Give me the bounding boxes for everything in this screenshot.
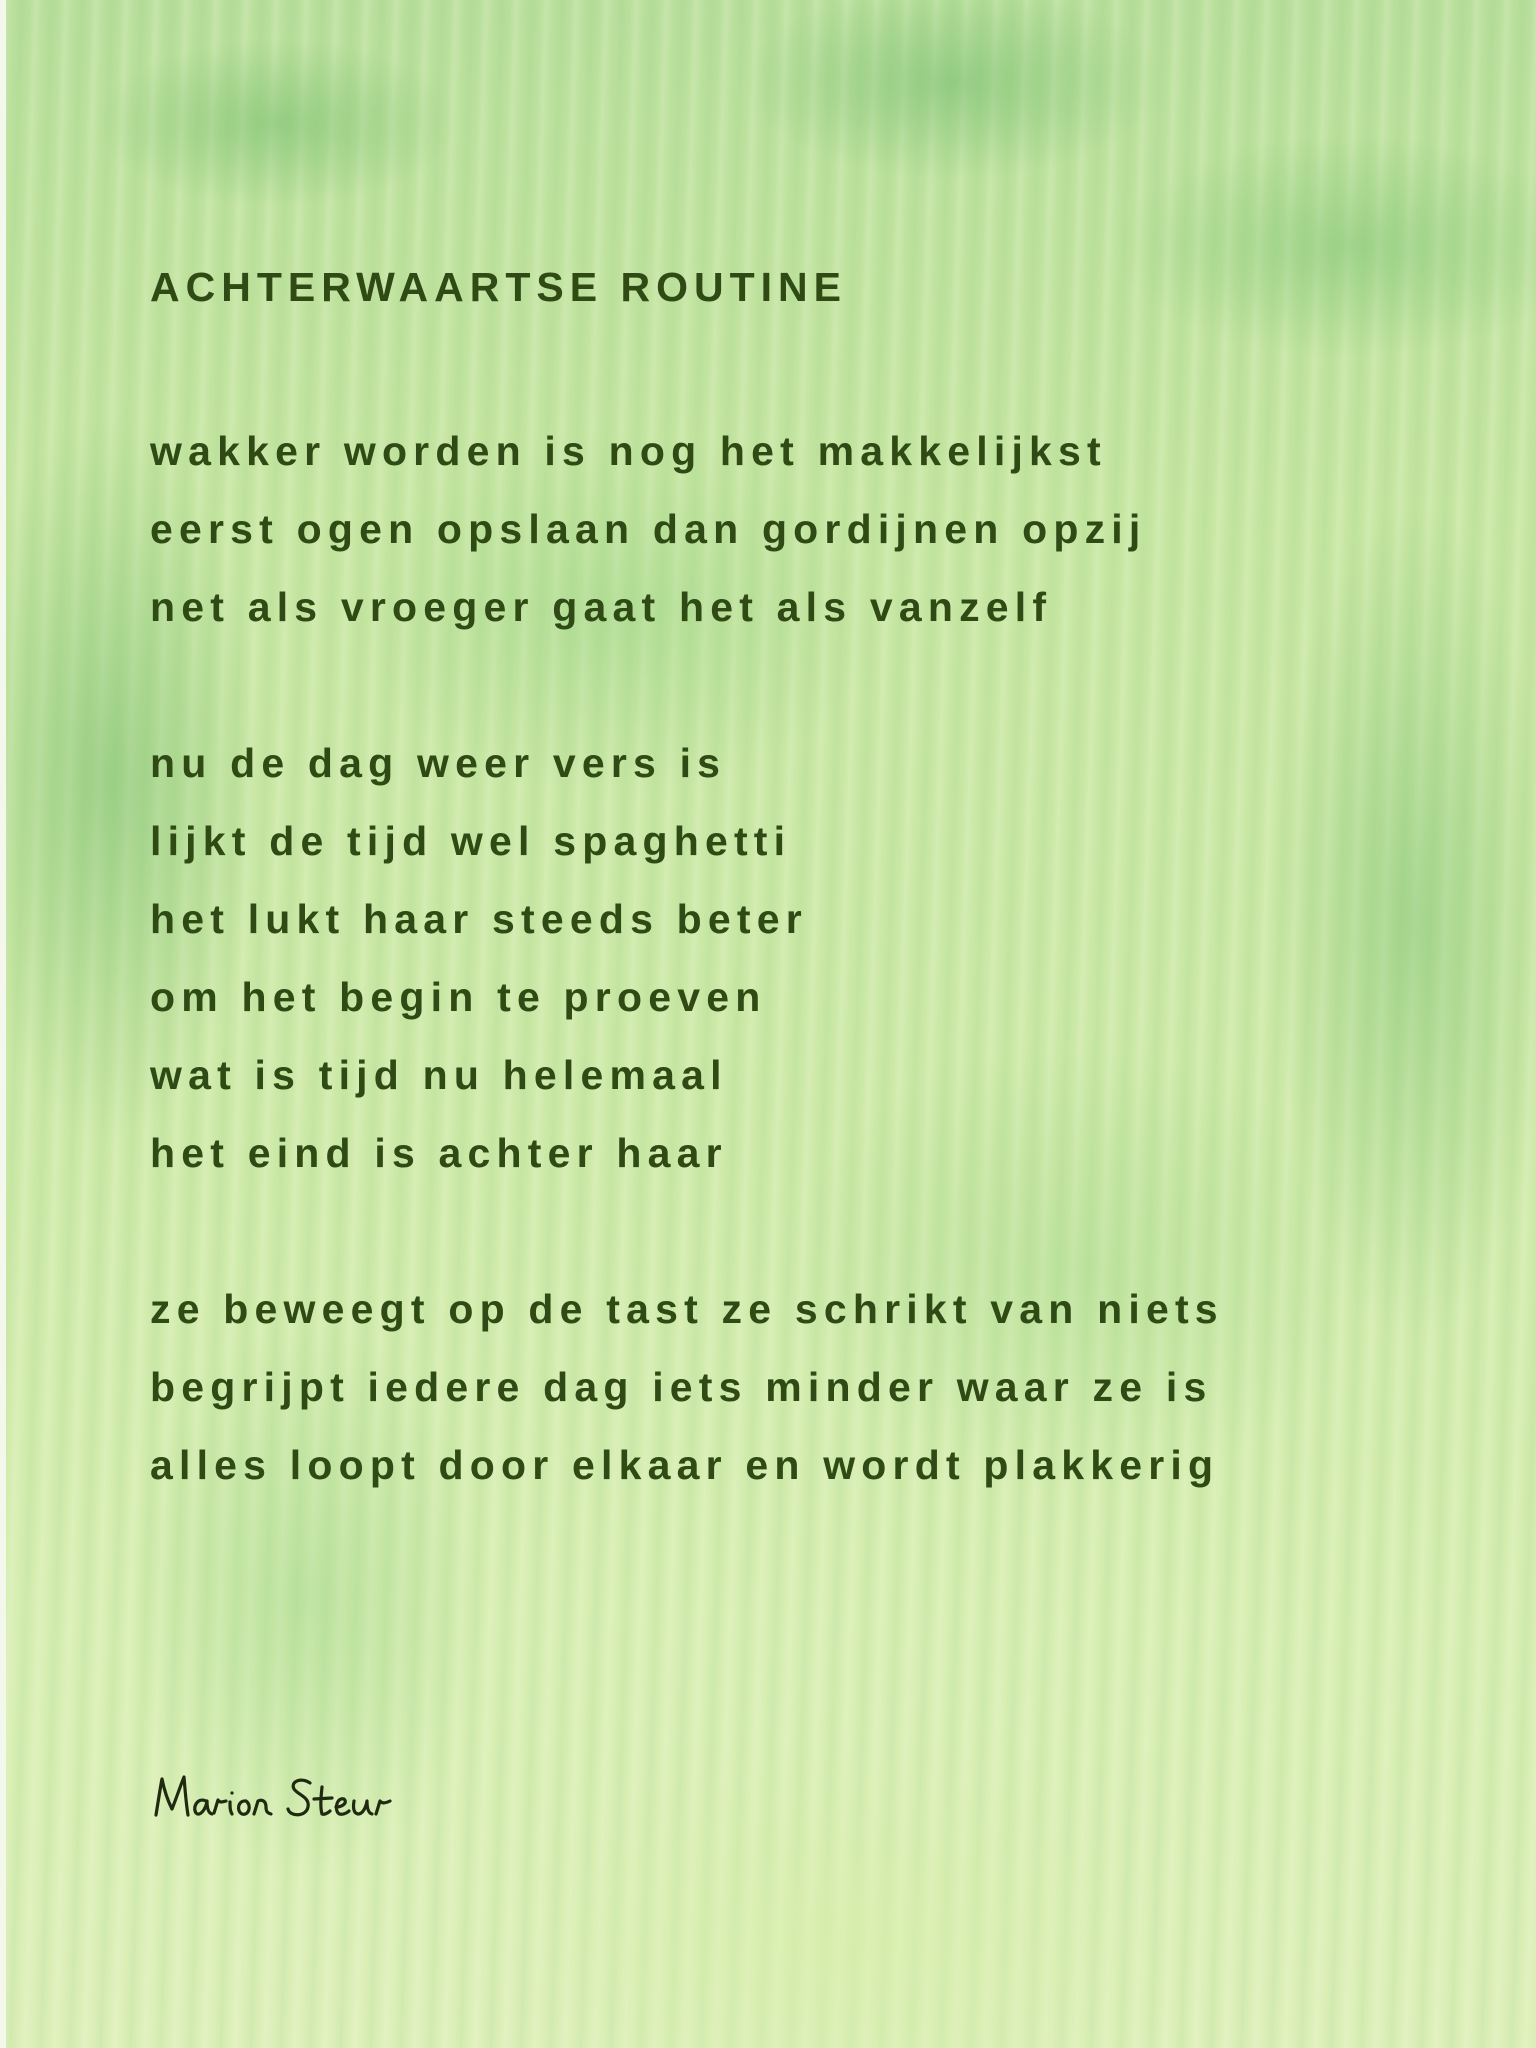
poem-line: net als vroeger gaat het als vanzelf <box>150 584 1053 630</box>
poem-title: ACHTERWAARTSE ROUTINE <box>150 264 847 310</box>
poem <box>150 258 1490 1504</box>
stanza-3 <box>150 1270 1490 1504</box>
paper-edge <box>0 0 6 2048</box>
stanza-1 <box>150 412 1490 646</box>
poem-line: wakker worden is nog het makkelijkst <box>150 428 1107 474</box>
poem-line: nu de dag weer vers is <box>150 740 727 786</box>
poem-line: lijkt de tijd wel spaghetti <box>150 818 792 864</box>
poem-line: wat is tijd nu helemaal <box>150 1052 728 1098</box>
poem-line: alles loopt door elkaar en wordt plakkerig <box>150 1442 1220 1488</box>
signature <box>150 1765 450 1835</box>
poem-line: het eind is achter haar <box>150 1130 728 1176</box>
poem-line: ze beweegt op de tast ze schrikt van niets <box>150 1286 1224 1332</box>
poem-line: het lukt haar steeds beter <box>150 896 808 942</box>
poem-line: om het begin te proeven <box>150 974 767 1020</box>
poem-line: eerst ogen opslaan dan gordijnen opzij <box>150 506 1147 552</box>
stanza-2 <box>150 724 1490 1192</box>
poem-line: begrijpt iedere dag iets minder waar ze is <box>150 1364 1213 1410</box>
